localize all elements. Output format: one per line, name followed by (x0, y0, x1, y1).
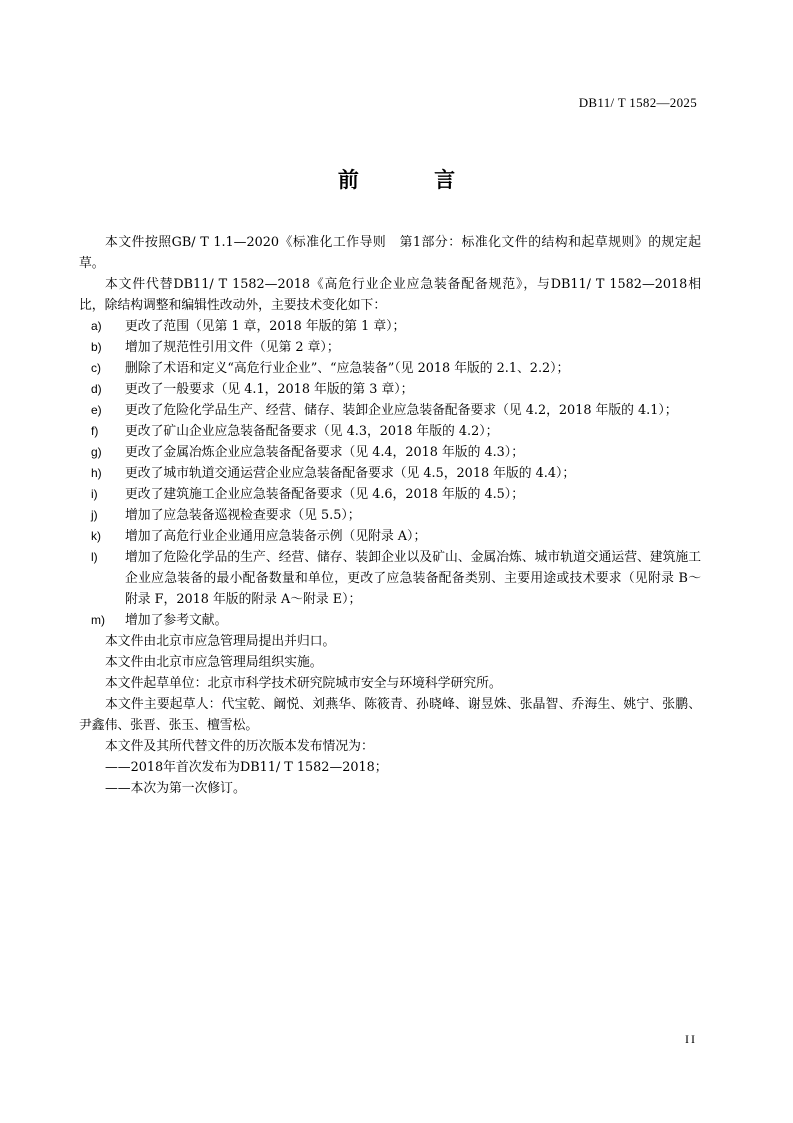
list-text: 增加了高危行业企业通用应急装备示例（见附录 A）； (125, 529, 427, 544)
list-marker: e) (91, 403, 102, 417)
list-marker: i) (91, 487, 98, 501)
list-item (79, 400, 701, 421)
list-text: 更改了建筑施工企业应急装备配备要求（见 4.6，2018 年版的 4.5）； (125, 487, 524, 502)
list-text: 增加了应急装备巡视检查要求（见 5.5）； (125, 508, 361, 523)
list-marker: d) (91, 382, 102, 396)
paragraph-drafting-basis: 本文件按照GB/ T 1.1—2020《标准化工作导则 第1部分：标准化文件的结构和起草规则》的规定起草。 (79, 235, 701, 271)
list-item (79, 316, 701, 337)
list-text: 增加了规范性引用文件（见第 2 章）； (125, 340, 340, 355)
list-item (79, 358, 701, 379)
list-text: 增加了参考文献。 (125, 613, 228, 628)
list-marker: j) (91, 508, 98, 522)
foreword-body (79, 232, 701, 799)
list-text: 更改了金属冶炼企业应急装备配备要求（见 4.4，2018 年版的 4.3）； (125, 445, 524, 460)
paragraph-drafting-unit: 本文件起草单位：北京市科学技术研究院城市安全与环境科学研究所。 (105, 676, 502, 691)
list-item (79, 484, 701, 505)
paragraph-version-2018: ——2018年首次发布为DB11/ T 1582—2018； (105, 760, 388, 775)
list-item (79, 463, 701, 484)
list-text: 更改了范围（见第 1 章，2018 年版的第 1 章）； (125, 319, 406, 334)
list-marker: k) (91, 529, 101, 543)
list-item (79, 547, 701, 610)
paragraph-replacement-note: 本文件代替DB11/ T 1582—2018《高危行业企业应急装备配备规范》，与DB11/ T 1582—2018相比，除结构调整和编辑性改动外，主要技术变化如下： (79, 277, 701, 313)
changes-list (79, 316, 701, 631)
list-item (79, 442, 701, 463)
list-item (79, 421, 701, 442)
document-id: DB11/ T 1582—2025 (578, 95, 697, 110)
list-text: 更改了城市轨道交通运营企业应急装备配备要求（见 4.5，2018 年版的 4.4）； (125, 466, 576, 481)
page-number: II (685, 1032, 697, 1046)
list-text: 更改了矿山企业应急装备配备要求（见 4.3，2018 年版的 4.2）； (125, 424, 499, 439)
list-text: 更改了危险化学品生产、经营、储存、装卸企业应急装备配备要求（见 4.2，2018 年版的 4.1）； (125, 403, 678, 418)
list-marker: l) (91, 550, 98, 564)
paragraph-proposer: 本文件由北京市应急管理局提出并归口。 (105, 634, 336, 649)
list-marker: b) (91, 340, 102, 354)
list-marker: m) (91, 613, 105, 627)
paragraph-version-current: ——本次为第一次修订。 (105, 781, 246, 796)
list-text: 删除了术语和定义“高危行业企业”、“应急装备”（见 2018 年版的 2.1、2.2）； (125, 361, 570, 376)
list-text: 更改了一般要求（见 4.1，2018 年版的第 3 章）； (125, 382, 414, 397)
list-item (79, 337, 701, 358)
list-marker: g) (91, 445, 102, 459)
list-item (79, 505, 701, 526)
paragraph-drafters: 本文件主要起草人：代宝乾、阚悦、刘燕华、陈筱青、孙晓峰、谢昱姝、张晶智、乔海生、姚宁、张鹏、尹鑫伟、张晋、张玉、檀雪松。 (79, 697, 701, 733)
list-text: 增加了危险化学品的生产、经营、储存、装卸企业以及矿山、金属冶炼、城市轨道交通运营、建筑施工企业应急装备的最小配备数量和单位，更改了应急装备配备类别、主要用途或技术要求（见附录 B～附录 F，2018 年版的附录 A～附录 E）； (125, 550, 701, 607)
list-marker: a) (91, 319, 102, 333)
page-title: 前 言 (337, 168, 490, 192)
paragraph-version-history: 本文件及其所代替文件的历次版本发布情况为： (105, 739, 374, 754)
list-item (79, 610, 701, 631)
list-marker: f) (91, 424, 99, 438)
paragraph-implementer: 本文件由北京市应急管理局组织实施。 (105, 655, 323, 670)
list-marker: h) (91, 466, 102, 480)
list-item (79, 379, 701, 400)
list-marker: c) (91, 361, 101, 375)
list-item (79, 526, 701, 547)
